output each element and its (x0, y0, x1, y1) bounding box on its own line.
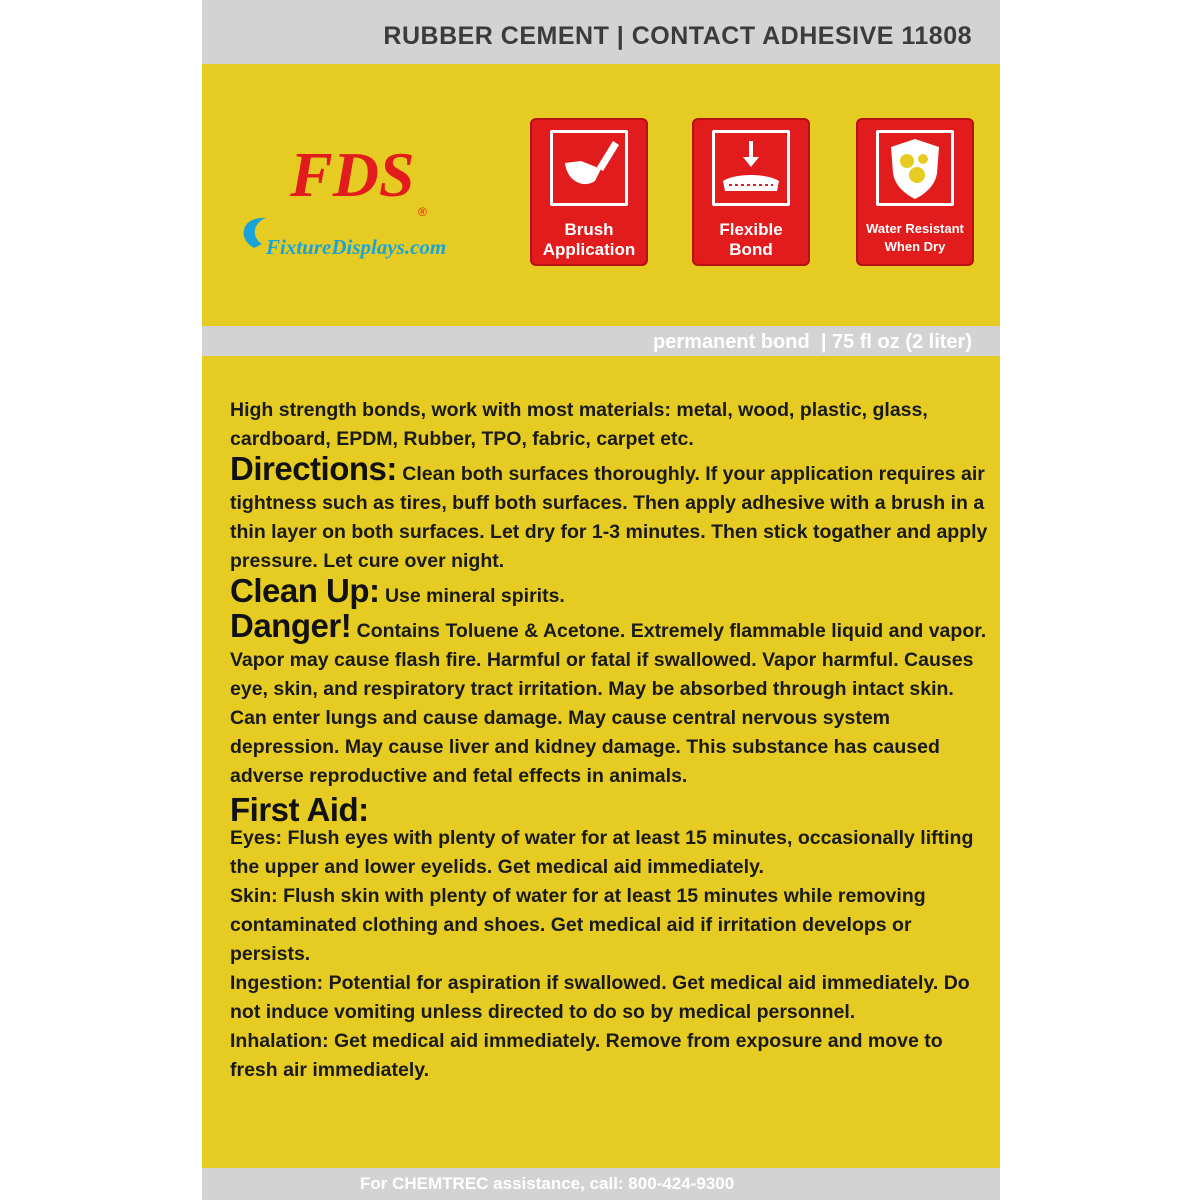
first-aid-ingestion: Ingestion: Potential for aspiration if swallowed. Get medical aid immediately. Do not induce vomiting unless directed to do so by medical personnel. (230, 972, 970, 1023)
directions-text: Clean both surfaces thoroughly. If your application requires air tightness such as tires, buff both surfaces. Then apply adhesive with a brush in a thin layer on both surfaces. Let dry for 1-3 minutes. Then stick togather and apply pressure. Let cure over night. (230, 463, 988, 572)
first-aid-skin: Skin: Flush skin with plenty of water for at least 15 minutes while removing contaminated clothing and shoes. Get medical aid if irritation develops or persists. (230, 885, 926, 965)
product-label (202, 0, 1000, 1200)
brush-icon-frame (550, 130, 628, 206)
subheader-bar (202, 326, 1000, 356)
danger-heading: Danger! (230, 607, 352, 644)
registered-mark: ® (418, 205, 427, 219)
first-aid-heading: First Aid: (230, 791, 369, 828)
brand-logo (232, 98, 492, 268)
flexible-bond-icon-frame (712, 130, 790, 206)
product-title: RUBBER CEMENT | CONTACT ADHESIVE 11808 (383, 22, 972, 50)
first-aid-inhalation: Inhalation: Get medical aid immediately. Remove from exposure and move to fresh air immediately. (230, 1030, 943, 1081)
flexible-bond-icon (715, 133, 787, 203)
cleanup-text: Use mineral spirits. (384, 585, 565, 607)
feature-label: Water Resistant When Dry (866, 221, 964, 254)
cleanup-heading: Clean Up: (230, 572, 380, 609)
volume-text: permanent bond | 75 fl oz (2 liter) (653, 331, 972, 353)
water-drops-shield-icon-frame (876, 130, 954, 206)
directions-heading: Directions: (230, 450, 397, 487)
header-bar (202, 0, 1000, 64)
label-body (230, 396, 990, 1085)
danger-section (230, 607, 990, 791)
feature-brush-application (530, 118, 648, 266)
brand-site: FixtureDisplays.com (266, 235, 447, 259)
wave-icon (244, 218, 266, 248)
chemtrec-text: For CHEMTREC assistance, call: 800-424-9300 (360, 1174, 735, 1193)
feature-label: Brush Application (542, 220, 636, 259)
cleanup-section (230, 572, 990, 611)
feature-flexible-bond (692, 118, 810, 266)
first-aid-eyes: Eyes: Flush eyes with plenty of water for at least 15 minutes, occasionally lifting the upper and lower eyelids. Get medical aid immediately. (230, 827, 974, 878)
intro-text: High strength bonds, work with most materials: metal, wood, plastic, glass, cardboard, EPDM, Rubber, TPO, fabric, carpet etc. (230, 399, 928, 450)
water-drops-shield-icon (879, 133, 951, 203)
first-aid-section (230, 791, 990, 1085)
brush-icon (553, 133, 625, 203)
feature-water-resistant (856, 118, 974, 266)
danger-text: Contains Toluene & Acetone. Extremely flammable liquid and vapor. Vapor may cause flash fire. Harmful or fatal if swallowed. Vapor harmful. Causes eye, skin, and respiratory tract irritation. May be absorbed through intact skin. Can enter lungs and cause damage. May cause central nervous system depression. May cause liver and kidney damage. This substance has caused adverse reproductive and fetal effects in animals. (230, 620, 987, 787)
brand-mark: FDS (290, 139, 415, 210)
directions-section (230, 450, 990, 576)
feature-label: Flexible Bond (719, 220, 783, 259)
footer-bar (202, 1168, 1000, 1200)
